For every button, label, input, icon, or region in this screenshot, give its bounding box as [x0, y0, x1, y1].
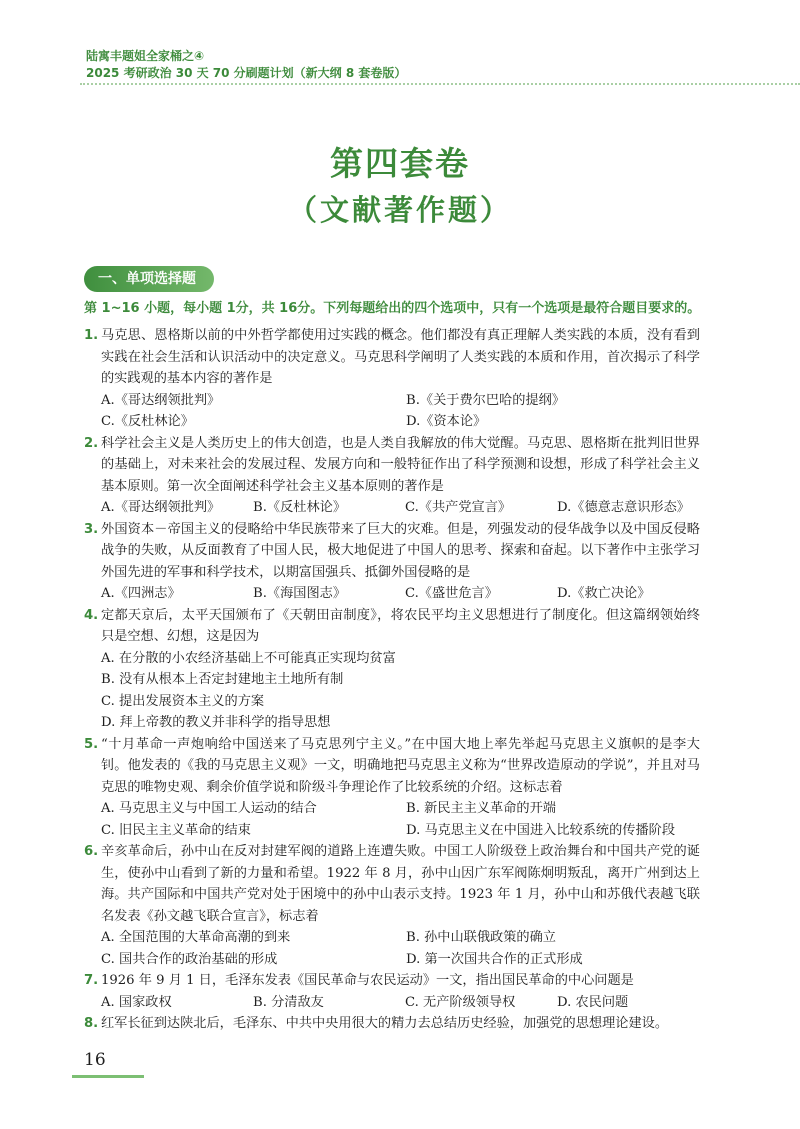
section-badge: 一、单项选择题 [84, 266, 214, 292]
header-divider [80, 83, 800, 85]
page-number-underline [72, 1075, 144, 1078]
question-stem: 辛亥革命后，孙中山在反对封建军阀的道路上连遭失败。中国工人阶级登上政治舞台和中国共产党的诞生，使孙中山看到了新的力量和希望。1922 年 8 月，孙中山因广东军阀陈炯明叛乱，离开广州到达上海。共产国际和中国共产党对处于困境中的孙中山表示支持。1923 年 1 月，孙中山和苏俄代表越飞联名发表《孙文越飞联合宣言》，标志着 [101, 844, 700, 924]
option-b[interactable]: B. 新民主主义革命的开端 [406, 801, 556, 816]
option-c[interactable]: C.《共产党宣言》 [405, 500, 512, 515]
question-3 [84, 519, 700, 605]
question-stem: 马克思、恩格斯以前的中外哲学都使用过实践的概念。他们都没有真正理解人类实践的本质，没有看到实践在社会生活和认识活动中的决定意义。马克思科学阐明了人类实践的本质和作用，首次揭示了科学的实践观的基本内容的著作是 [101, 328, 700, 386]
option-b[interactable]: B.《反杜林论》 [253, 500, 347, 515]
option-b[interactable]: B.《海国图志》 [253, 586, 347, 601]
question-2 [84, 433, 700, 519]
option-a[interactable]: A.《四洲志》 [101, 586, 181, 601]
question-number: 5. [84, 736, 99, 752]
book-title: 2025 考研政治 30 天 70 分刷题计划（新大纲 8 套卷版） [86, 66, 407, 80]
option-c[interactable]: C.《反杜林论》 [101, 414, 194, 429]
option-c[interactable]: C. 无产阶级领导权 [405, 994, 516, 1010]
option-b[interactable]: B. 没有从根本上否定封建地主土地所有制 [101, 672, 344, 687]
option-d[interactable]: D.《救亡决论》 [557, 586, 651, 601]
option-group [101, 992, 700, 1014]
option-c[interactable]: C. 提出发展资本主义的方案 [101, 693, 265, 709]
question-stem: 外国资本－帝国主义的侵略给中华民族带来了巨大的灾难。但是，列强发动的侵华战争以及中国反侵略战争的失败，从反面教育了中国人民，极大地促进了中国人的思考、探索和奋起。以下著作中主张学习外国先进的军事和科学技术，以期富国强兵、抵御外国侵略的是 [101, 521, 700, 580]
option-d[interactable]: D.《资本论》 [406, 414, 487, 429]
option-a[interactable]: A. 国家政权 [101, 994, 172, 1010]
option-b[interactable]: B.《关于费尔巴哈的提纲》 [406, 392, 565, 408]
option-group [101, 648, 700, 734]
running-header [86, 48, 406, 82]
option-d[interactable]: D.《德意志意识形态》 [557, 500, 690, 515]
option-group [101, 798, 700, 841]
option-c[interactable]: C. 国共合作的政治基础的形成 [101, 951, 278, 967]
option-d[interactable]: D. 农民问题 [557, 994, 629, 1010]
page-number: 16 [84, 1050, 106, 1070]
series-name: 陆寓丰题姐全家桶之④ [86, 49, 205, 63]
question-1 [84, 325, 700, 433]
question-number: 2. [84, 435, 99, 451]
question-number: 8. [84, 1016, 99, 1031]
question-7 [84, 970, 700, 1013]
option-a[interactable]: A. 在分散的小农经济基础上不可能真正实现均贫富 [101, 650, 396, 666]
question-number: 6. [84, 844, 99, 859]
question-stem: 科学社会主义是人类历史上的伟大创造，也是人类自我解放的伟大觉醒。马克思、恩格斯在批判旧世界的基础上，对未来社会的发展过程、发展方向和一般特征作出了科学预测和设想，形成了科学社会主义基本原则。第一次全面阐述科学社会主义基本原则的著作是 [101, 435, 700, 494]
section-instructions: 第 1~16 小题，每小题 1分，共 16分。下列每题给出的四个选项中，只有一个选项是最符合题目要求的。 [84, 301, 701, 316]
paper-title: 第四套卷 [330, 144, 470, 183]
question-list [84, 325, 700, 1035]
option-d[interactable]: D. 马克思主义在中国进入比较系统的传播阶段 [406, 822, 676, 838]
option-a[interactable]: A.《哥达纲领批判》 [101, 500, 221, 515]
option-a[interactable]: A. 全国范围的大革命高潮的到来 [101, 930, 291, 945]
question-stem: “十月革命一声炮响给中国送来了马克思列宁主义。”在中国大地上率先举起马克思主义旗帜的是李大钊。他发表的《我的马克思主义观》一文，明确地把马克思主义称为“世界改造原动的学说”，并且对马克思的唯物史观、剩余价值学说和阶级斗争理论作了比较系统的介绍。这标志着 [101, 736, 700, 795]
option-b[interactable]: B. 孙中山联俄政策的确立 [406, 930, 556, 945]
option-group [101, 927, 700, 970]
question-8 [84, 1013, 700, 1035]
question-4 [84, 605, 700, 734]
option-d[interactable]: D. 拜上帝教的教义并非科学的指导思想 [101, 715, 331, 730]
option-b[interactable]: B. 分清敌友 [253, 994, 324, 1010]
question-number: 3. [84, 521, 99, 537]
option-group [101, 583, 700, 605]
question-stem: 1926 年 9 月 1 日，毛泽东发表《国民革命与农民运动》一文，指出国民革命的中心问题是 [101, 973, 634, 988]
question-number: 7. [84, 973, 99, 988]
question-6 [84, 841, 700, 970]
question-5 [84, 734, 700, 842]
option-d[interactable]: D. 第一次国共合作的正式形成 [406, 951, 583, 967]
option-a[interactable]: A. 马克思主义与中国工人运动的结合 [101, 801, 317, 816]
option-c[interactable]: C. 旧民主主义革命的结束 [101, 822, 251, 838]
option-group [101, 390, 700, 433]
question-number: 1. [84, 328, 99, 343]
option-c[interactable]: C.《盛世危言》 [405, 586, 498, 601]
paper-subtitle: （文献著作题） [287, 193, 512, 227]
option-a[interactable]: A.《哥达纲领批判》 [101, 392, 221, 408]
question-stem: 红军长征到达陕北后，毛泽东、中共中央用很大的精力去总结历史经验，加强党的思想理论建设。 [101, 1016, 669, 1031]
question-stem: 定都天京后，太平天国颁布了《天朝田亩制度》，将农民平均主义思想进行了制度化。但这篇纲领始终只是空想、幻想，这是因为 [101, 607, 700, 644]
question-number: 4. [84, 607, 99, 623]
option-group [101, 497, 700, 519]
